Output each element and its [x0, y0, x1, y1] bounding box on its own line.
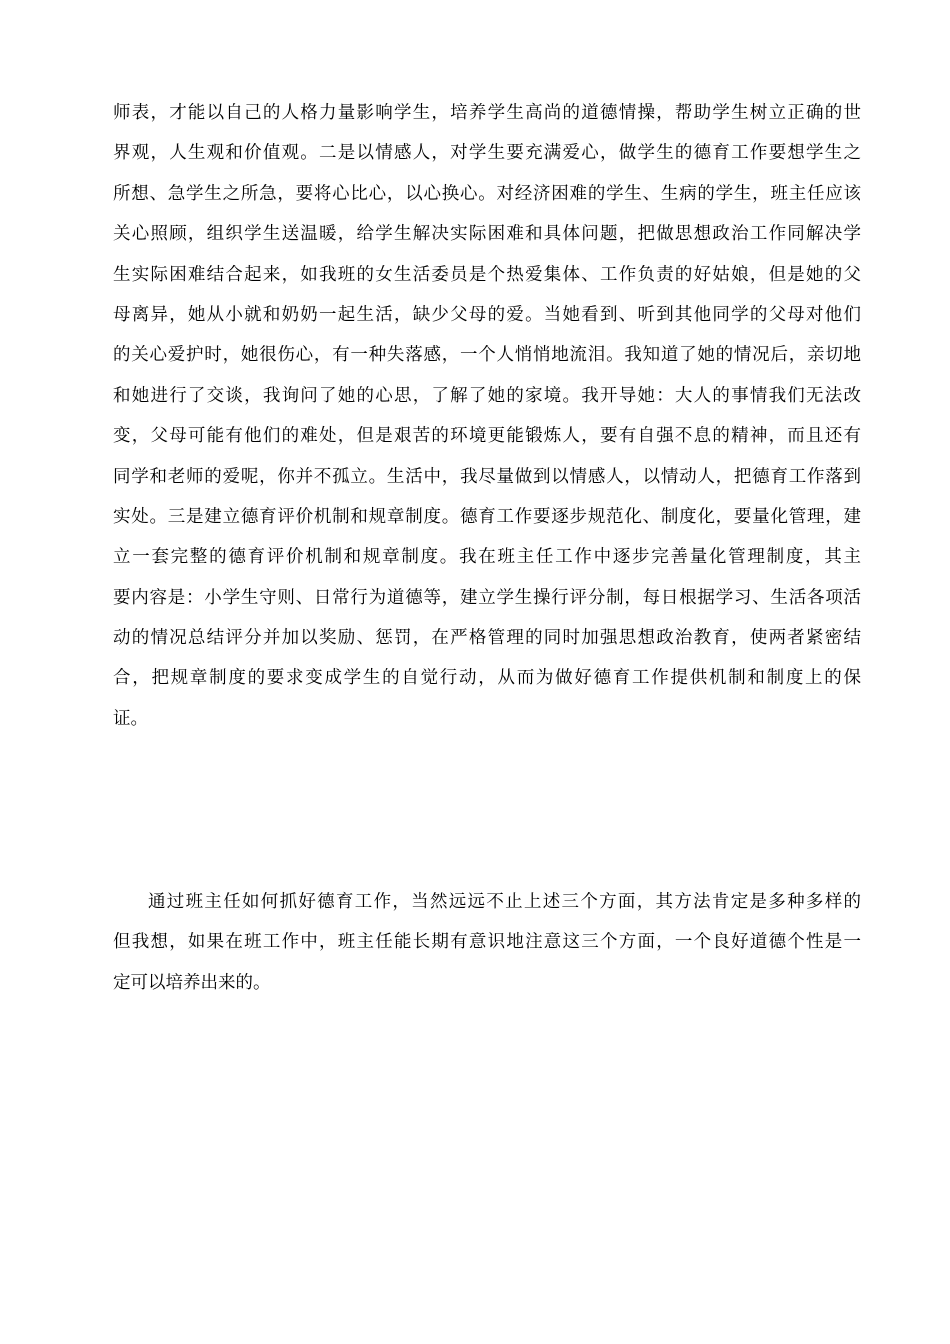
text-line: 关心照顾，组织学生送温暖，给学生解决实际困难和具体问题，把做思想政治工作同解决学 [113, 224, 861, 245]
text-line: 界观，人生观和价值观。二是以情感人，对学生要充满爱心，做学生的德育工作要想学生之 [113, 143, 861, 164]
text-line: 的关心爱护时，她很伤心，有一种失落感，一个人悄悄地流泪。我知道了她的情况后，亲切地 [113, 345, 861, 366]
paragraph-moral-education-methods [113, 93, 861, 739]
paragraph-conclusion [113, 882, 861, 1003]
text-line: 生实际困难结合起来，如我班的女生活委员是个热爱集体、工作负责的好姑娘，但是她的父 [113, 264, 861, 285]
text-line: 和她进行了交谈，我询问了她的心思，了解了她的家境。我开导她：大人的事情我们无法改 [113, 385, 861, 406]
text-line: 定可以培养出来的。 [113, 972, 271, 993]
text-line: 合，把规章制度的要求变成学生的自觉行动，从而为做好德育工作提供机制和制度上的保 [113, 668, 861, 689]
text-line: 变，父母可能有他们的难处，但是艰苦的环境更能锻炼人，要有自强不息的精神，而且还有 [113, 426, 861, 447]
text-line: 证。 [113, 708, 148, 729]
text-line: 通过班主任如何抓好德育工作，当然远远不止上述三个方面，其方法肯定是多种多样的 [148, 892, 861, 912]
text-line: 实处。三是建立德育评价机制和规章制度。德育工作要逐步规范化、制度化，要量化管理，建 [113, 506, 861, 527]
text-line: 同学和老师的爱呢，你并不孤立。生活中，我尽量做到以情感人，以情动人，把德育工作落到 [113, 466, 861, 487]
text-line: 立一套完整的德育评价机制和规章制度。我在班主任工作中逐步完善量化管理制度，其主 [113, 547, 861, 568]
text-line: 所想、急学生之所急，要将心比心，以心换心。对经济困难的学生、生病的学生，班主任应该 [113, 183, 861, 204]
text-line: 母离异，她从小就和奶奶一起生活，缺少父母的爱。当她看到、听到其他同学的父母对他们 [113, 304, 861, 325]
text-line: 师表，才能以自己的人格力量影响学生，培养学生高尚的道德情操，帮助学生树立正确的世 [113, 103, 861, 123]
text-line: 要内容是：小学生守则、日常行为道德等，建立学生操行评分制，每日根据学习、生活各项活 [113, 587, 861, 608]
text-line: 动的情况总结评分并加以奖励、惩罚，在严格管理的同时加强思想政治教育，使两者紧密结 [113, 628, 861, 649]
text-line: 但我想，如果在班工作中，班主任能长期有意识地注意这三个方面，一个良好道德个性是一 [113, 932, 861, 953]
